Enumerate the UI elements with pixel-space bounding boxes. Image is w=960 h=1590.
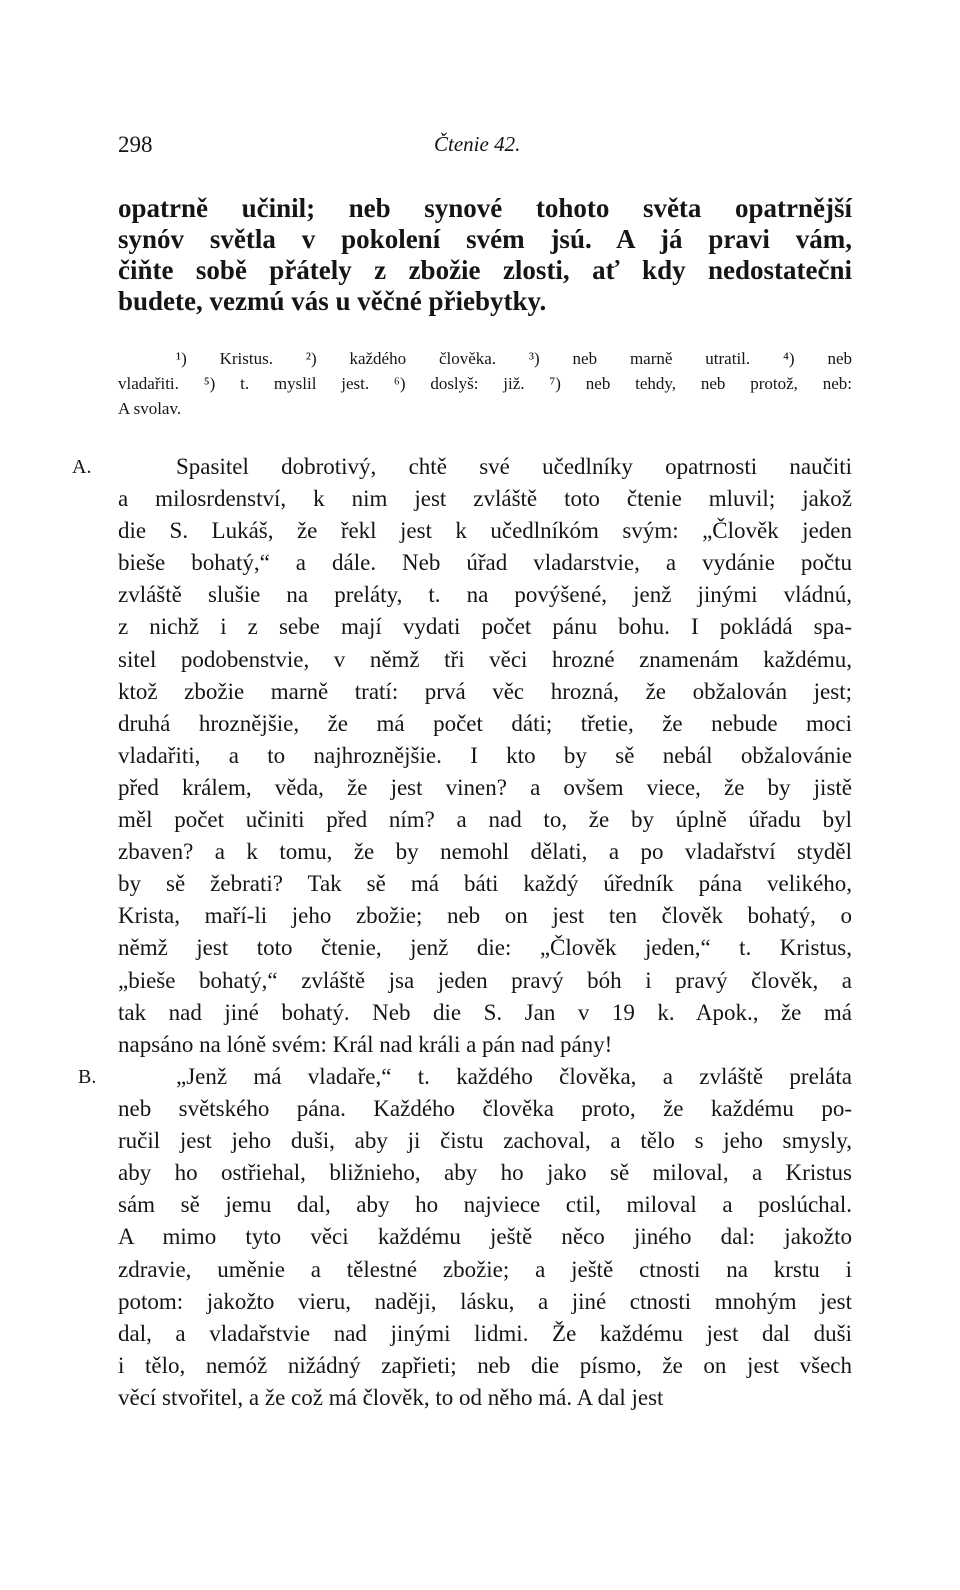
footnote-line: ¹) Kristus. ²) každého člověka. ³) neb marně utratil. ⁴) neb	[176, 349, 852, 368]
text-line: němž jest toto čtenie, jenž die: „Člověk jeden,“ t. Kristus,	[118, 935, 852, 961]
text-line: „Jenž má vladaře,“ t. každého člověka, a zvláště preláta	[176, 1064, 852, 1089]
text-line: vladařiti, a to najhroznějšie. I kto by sě nebál obžalovánie	[118, 742, 852, 768]
text-line: dal, a vladařstvie nad jinými lidmi. Že každému jest dal duši	[118, 1320, 852, 1346]
section-a-paragraph	[118, 451, 852, 1061]
text-line: před králem, věda, že jest vinen? a ovšem viece, že by jistě	[118, 774, 852, 800]
text-line: tak nad jiné bohatý. Neb die S. Jan v 19 k. Apok., že má	[118, 999, 852, 1025]
text-line: by sě žebrati? Tak sě má báti každý úředník pána velikého,	[118, 871, 852, 897]
text-line: sám sě jemu dal, aby ho najviece ctil, miloval a poslúchal.	[118, 1192, 852, 1218]
bold-line: budete, vezmú vás u věčné přiebytky.	[118, 286, 547, 316]
text-line: Krista, maří-li jeho zbožie; neb on jest ten člověk bohatý, o	[118, 903, 852, 929]
bold-scripture-passage	[118, 193, 852, 317]
bold-line: synóv světla v pokolení svém jsú. A já pravi vám,	[118, 224, 852, 254]
text-line: die S. Lukáš, že řekl jest k učedlníkóm svým: „Člověk jeden	[118, 518, 852, 544]
text-line: bieše bohatý,“ a dále. Neb úřad vladarstvie, a vydánie počtu	[118, 550, 852, 576]
text-line: a milosrdenství, k nim jest zvláště toto čtenie mluvil; jakož	[118, 486, 852, 512]
text-line: neb světského pána. Každého člověka proto, že každému po-	[118, 1096, 852, 1122]
text-line: zbaven? a k tomu, že by nemohl dělati, a po vladařství styděl	[118, 839, 852, 865]
footnote-line: A svolav.	[118, 399, 182, 418]
text-line: „bieše bohatý,“ zvláště jsa jeden pravý bóh i pravý člověk, a	[118, 967, 852, 993]
text-line: zdravie, uměnie a tělestné zbožie; a ještě ctnosti na krstu i	[118, 1256, 852, 1282]
bold-line: opatrně učinil; neb synové tohoto světa opatrnější	[118, 193, 852, 223]
text-line: ktož zbožie marně tratí: prvá věc hrozná, že obžalován jest;	[118, 678, 852, 704]
text-line: A mimo tyto věci každému ještě něco jiného dal: jakožto	[118, 1224, 852, 1250]
text-line: ručil jest jeho duši, aby ji čistu zachoval, a tělo s jeho smysly,	[118, 1128, 852, 1154]
text-line: z nichž i z sebe mají vydati počet pánu bohu. I pokládá spa-	[118, 614, 852, 640]
footnotes	[118, 346, 852, 421]
text-line: měl počet učiniti před ním? a nad to, že by úplně úřadu byl	[118, 807, 852, 833]
text-line: zvláště slušie na preláty, t. na povýšené, jenž jinými vládnú,	[118, 582, 852, 608]
page-header	[118, 132, 852, 162]
text-line: potom: jakožto vieru, naději, lásku, a jiné ctnosti mnohým jest	[118, 1288, 852, 1314]
text-line: aby ho ostřiehal, bližnieho, aby ho jako sě miloval, a Kristus	[118, 1160, 852, 1186]
text-line: věcí stvořitel, a že což má člověk, to od něho má. A dal jest	[118, 1384, 664, 1410]
page-number: 298	[118, 132, 153, 157]
text-line: druhá hroznějšie, že má počet dáti; třetie, že nebude moci	[118, 710, 852, 736]
running-head: Čtenie 42.	[434, 132, 521, 156]
section-marker-a: A.	[72, 456, 92, 478]
footnote-line: vladařiti. ⁵) t. myslil jest. ⁶) doslyš: již. ⁷) neb tehdy, neb protož, neb:	[118, 374, 852, 393]
text-line: napsáno na lóně svém: Král nad králi a pán nad pány!	[118, 1031, 613, 1057]
text-line: sitel podobenstvie, v němž tři věci hrozné znamenám každému,	[118, 646, 852, 672]
section-marker-b: B.	[78, 1066, 97, 1088]
section-b-paragraph	[118, 1061, 852, 1414]
bold-line: čiňte sobě přátely z zbožie zlosti, ať kdy nedostatečni	[118, 255, 852, 285]
text-line: Spasitel dobrotivý, chtě své učedlníky opatrnosti naučiti	[176, 454, 852, 479]
text-line: i tělo, nemóž nižádný zapřieti; neb die písmo, že on jest všech	[118, 1352, 852, 1378]
